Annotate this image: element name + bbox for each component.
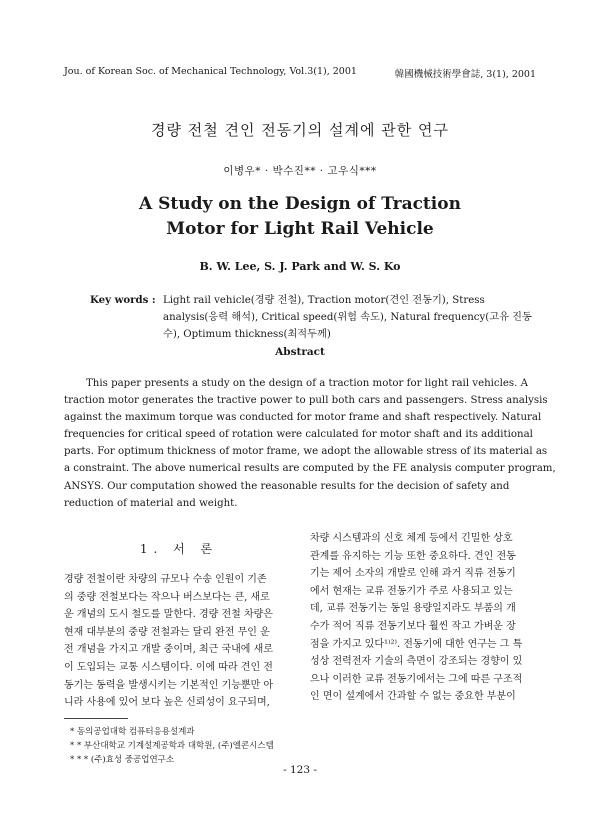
footnote: * * 부산대학교 기계설계공학과 대학원, (주)엘콘시스템 — [70, 741, 274, 751]
body-line: 의 중량 전철보다는 작으나 버스보다는 큰, 새로 — [64, 591, 270, 603]
body-line: 동기는 동력을 발생시키는 기본적인 기능뿐만 아 — [64, 679, 274, 691]
body-column-left — [64, 571, 294, 712]
body-line: 경량 전철이란 차량의 규모나 수송 인원이 기존 — [64, 574, 267, 585]
abstract-line: parts. For optimum thickness of motor frame, we adopt the allowable stress of its material as — [64, 446, 548, 458]
journal-header-ko: 韓國機械技術學會誌, 3(1), 2001 — [394, 69, 536, 80]
keywords-line: analysis(응력 해석), Critical speed(위험 속도), Natural frequency(고유 진동 — [163, 312, 532, 323]
korean-authors: 이병우* · 박수진** · 고우식*** — [223, 165, 377, 177]
body-line: 관계를 유지하는 기능 또한 중요하다. 견인 전동 — [310, 550, 516, 562]
english-authors: B. W. Lee, S. J. Park and W. S. Ko — [199, 260, 401, 273]
body-line: 데, 교류 전동기는 동일 용량일지라도 부품의 개 — [310, 603, 516, 615]
english-title-line: A Study on the Design of Traction — [139, 194, 461, 214]
body-line: 운 개념의 도시 철도를 말한다. 경량 전철 차량은 — [64, 609, 273, 621]
english-title — [0, 192, 600, 242]
body-line: 차량 시스템과의 신호 체계 등에서 긴밀한 상호 — [310, 533, 513, 544]
keywords-line: 수), Optimum thickness(최적두께) — [163, 329, 331, 340]
body-line: 성상 전력전자 기술의 측면이 강조되는 경향이 있 — [310, 656, 523, 668]
footnote-divider — [64, 718, 128, 719]
english-title-line: Motor for Light Rail Vehicle — [166, 219, 434, 239]
abstract-body — [64, 375, 556, 512]
journal-header-en: Jou. of Korean Soc. of Mechanical Technology, Vol.3(1), 2001 — [64, 66, 357, 77]
body-line: 으나 이러한 교류 전동기에서는 그에 따른 구조적 — [310, 673, 523, 685]
body-line: 점을 가지고 있다¹⁾²⁾. 전동기에 대한 연구는 그 특 — [310, 638, 523, 650]
body-line: 에서 현재는 교류 전동기가 주로 사용되고 있는 — [310, 585, 513, 597]
body-line: 기는 제어 소자의 개발로 인해 과거 직류 전동기 — [310, 568, 516, 580]
body-line: 이 도입되는 교통 시스템이다. 이에 따라 견인 전 — [64, 661, 273, 673]
body-line: 현재 대부분의 중량 전철과는 달리 완전 무인 운 — [64, 626, 270, 638]
body-line: 수가 적어 직류 전동기보다 훨씬 작고 가벼운 장 — [310, 620, 516, 632]
abstract-line: frequencies for critical speed of rotation were calculated for motor shaft and its additional — [64, 429, 533, 441]
keywords-list — [163, 292, 530, 343]
abstract-line: ANSYS. Our computation showed the reasonable results for the decision of safety and — [64, 480, 510, 492]
body-line: 니라 사용에 있어 보다 높은 신뢰성이 요구되며, — [64, 697, 270, 709]
keywords-label: Key words : — [90, 294, 156, 306]
keywords-line: Light rail vehicle(경량 전철), Traction motor(견인 전동기), Stress — [163, 295, 485, 306]
body-column-right — [310, 530, 538, 706]
footnotes — [70, 725, 274, 767]
abstract-line: This paper presents a study on the design of a traction motor for light rail vehicles. A — [86, 378, 528, 389]
body-line: 전 개념을 가지고 개발 중이며, 최근 국내에 새로 — [64, 644, 273, 656]
footnote: * * * (주)효성 중공업연구소 — [70, 755, 175, 765]
page-number: - 123 - — [283, 764, 317, 776]
abstract-line: against the maximum torque was conducted for motor frame and shaft respectively. Natural — [64, 412, 542, 424]
abstract-heading: Abstract — [275, 346, 325, 358]
abstract-line: reduction of material and weight. — [64, 497, 238, 509]
section-heading-introduction: 1. 서 론 — [139, 542, 219, 556]
abstract-line: a constraint. The above numerical results are computed by the FE analysis computer program, — [64, 463, 556, 475]
korean-title: 경량 전철 견인 전동기의 설계에 관한 연구 — [151, 121, 449, 139]
abstract-line: traction motor generates the tractive power to pull both cars and passengers. Stress analysis — [64, 395, 548, 407]
footnote: * 동의공업대학 컴퓨터응용설계과 — [70, 727, 195, 737]
body-line: 인 면이 설계에서 간과할 수 없는 중요한 부분이 — [310, 691, 516, 703]
